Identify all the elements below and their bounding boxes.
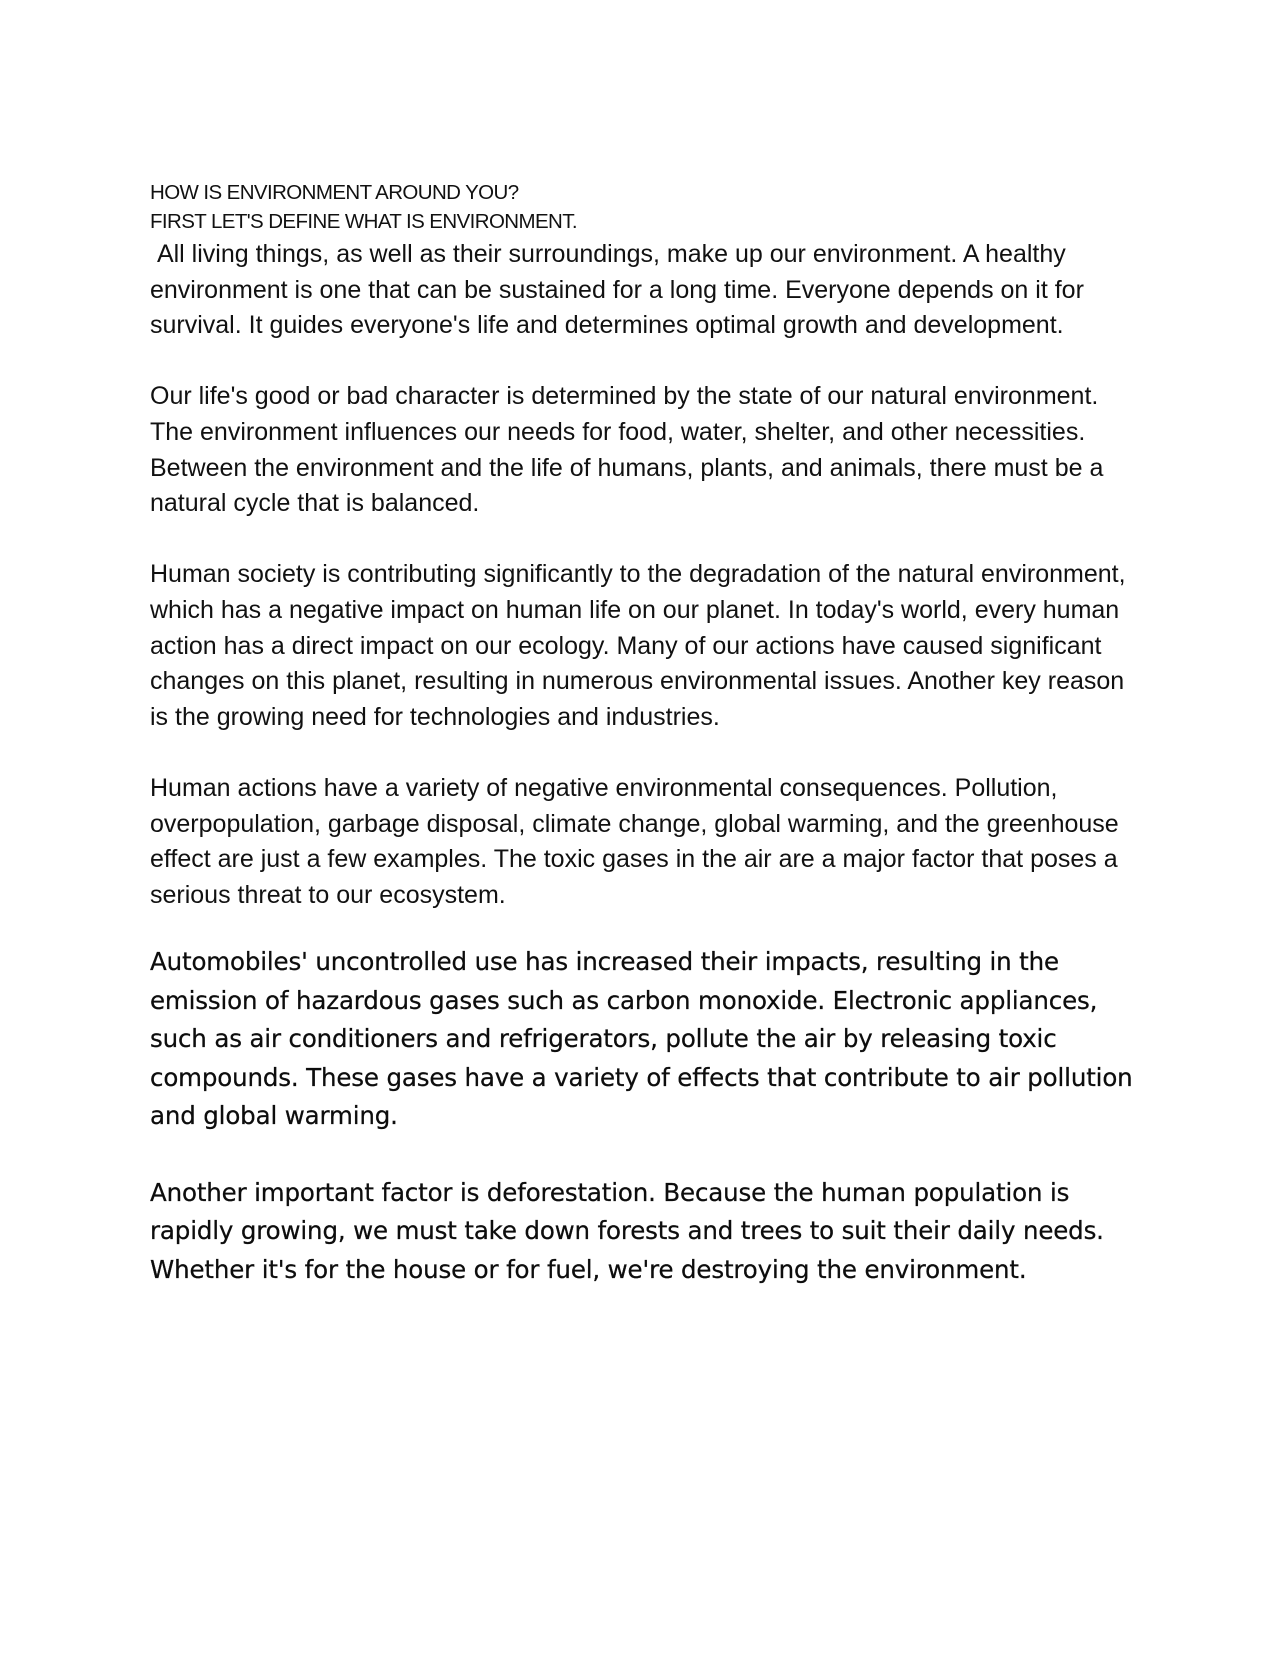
paragraph-automobiles: Automobiles' uncontrolled use has increased their impacts, resulting in the emission of hazardous gases such as carbon monoxide. Electronic appliances, such as air conditioners and refrigerators, pollute the air by releasing toxic compounds. These gases have a variety of effects that contribute to air pollution and global warming. [150, 947, 1133, 1131]
heading-line-2: FIRST LET'S DEFINE WHAT IS ENVIRONMENT. [150, 210, 578, 233]
document-page [150, 178, 1135, 1289]
heading-line-1: HOW IS ENVIRONMENT AROUND YOU? [150, 181, 519, 204]
paragraph-natural-environment: Our life's good or bad character is determined by the state of our natural environment. The environment influences our needs for food, water, shelter, and other necessities. Between the environment and the life of humans, plants, and animals, there must be a natural cycle that is balanced. [150, 382, 1104, 518]
paragraph-definition: All living things, as well as their surroundings, make up our environment. A healthy environment is one that can be sustained for a long time. Everyone depends on it for survival. It guides everyone's life and determines optimal growth and development. [150, 240, 1091, 340]
paragraph-deforestation: Another important factor is deforestation. Because the human population is rapidly growing, we must take down forests and trees to suit their daily needs. Whether it's for the house or for fuel, we're destroying the environment. [150, 1177, 1104, 1284]
paragraph-human-society: Human society is contributing significantly to the degradation of the natural environment, which has a negative impact on human life on our planet. In today's world, every human action has a direct impact on our ecology. Many of our actions have caused significant changes on this planet, resulting in numerous environmental issues. Another key reason is the growing need for technologies and industries. [150, 560, 1126, 731]
paragraph-human-actions: Human actions have a variety of negative environmental consequences. Pollution, overpopulation, garbage disposal, climate change, global warming, and the greenhouse effect are just a few examples. The toxic gases in the air are a major factor that poses a serious threat to our ecosystem. [150, 773, 1119, 909]
